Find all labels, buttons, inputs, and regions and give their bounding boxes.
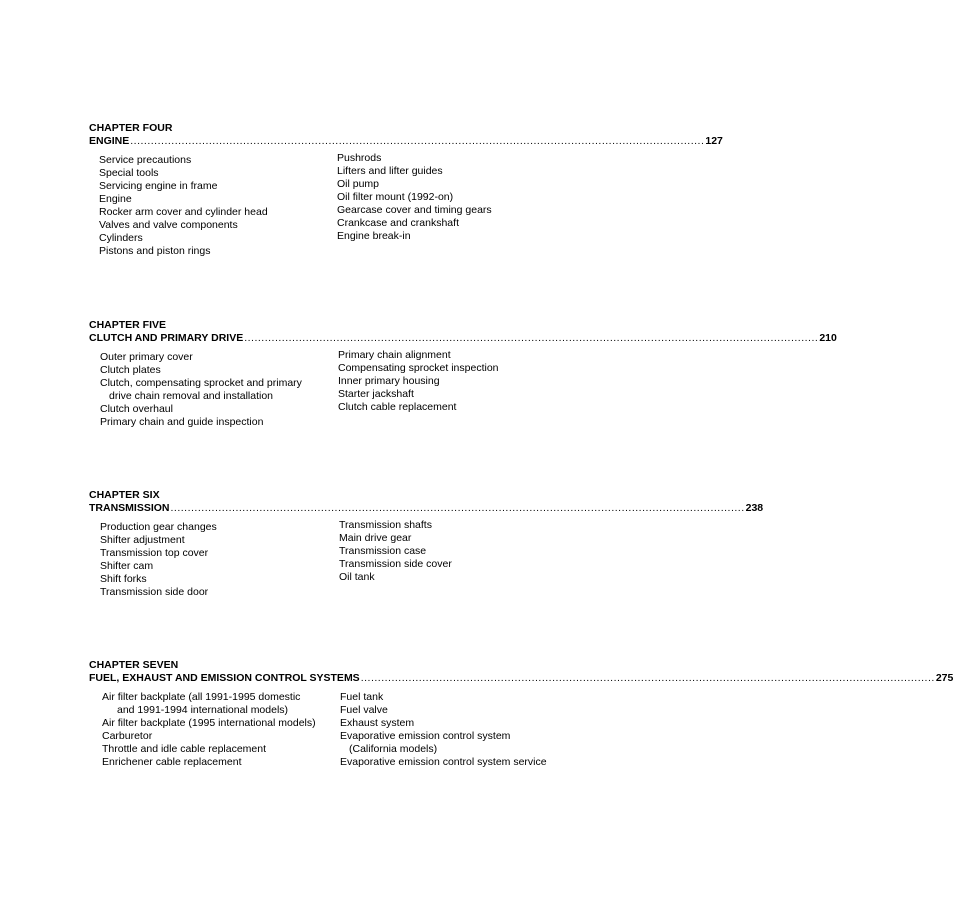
topic-column-left <box>99 154 268 258</box>
topic-item: Gearcase cover and timing gears <box>337 204 492 216</box>
page-number: 238 <box>745 502 764 514</box>
toc-title: CLUTCH AND PRIMARY DRIVE <box>89 332 244 344</box>
topic-item: Primary chain and guide inspection <box>100 416 264 428</box>
page-number: 210 <box>819 332 837 344</box>
topic-column-left <box>100 521 217 599</box>
topic-item-continued: drive chain removal and installation <box>109 390 274 402</box>
topic-item-continued: and 1991-1994 international models) <box>117 704 289 716</box>
topic-item: Shift forks <box>100 573 147 585</box>
topic-item: Outer primary cover <box>100 351 193 363</box>
chapter-label: CHAPTER FOUR <box>89 122 173 134</box>
chapter-seven <box>89 659 953 768</box>
page-number: 275 <box>935 672 953 684</box>
topic-item: Valves and valve components <box>99 219 238 231</box>
chapter-label: CHAPTER SIX <box>89 489 160 501</box>
chapter-six <box>89 489 764 598</box>
toc-entry-fuel[interactable] <box>89 672 953 685</box>
chapter-label: CHAPTER FIVE <box>89 319 167 331</box>
topic-item: Oil filter mount (1992-on) <box>337 191 454 203</box>
topic-item: Engine break-in <box>337 230 411 242</box>
topic-item: Servicing engine in frame <box>99 180 218 192</box>
topic-item: Fuel valve <box>340 704 388 716</box>
topic-item: Oil tank <box>339 571 375 583</box>
topic-column-left <box>102 691 316 769</box>
topic-item: Carburetor <box>102 730 153 742</box>
topic-column-right <box>340 691 547 769</box>
dot-leader: ........................................................................................................................................................................ <box>244 332 819 344</box>
topic-item: Inner primary housing <box>338 375 440 387</box>
topic-item: Main drive gear <box>339 532 412 544</box>
topic-item: Exhaust system <box>340 717 415 729</box>
topic-item: Service precautions <box>99 154 192 166</box>
topic-item: Clutch plates <box>100 364 161 376</box>
topic-item: Clutch overhaul <box>100 403 173 415</box>
topic-item: Throttle and idle cable replacement <box>102 743 267 755</box>
topic-item: Clutch cable replacement <box>338 401 457 413</box>
topic-item: Transmission side cover <box>339 558 452 570</box>
toc-title: FUEL, EXHAUST AND EMISSION CONTROL SYSTEMS <box>89 672 360 684</box>
topic-item: Evaporative emission control system service <box>340 756 547 768</box>
topic-item: Oil pump <box>337 178 380 190</box>
topic-item: Clutch, compensating sprocket and primary <box>100 377 302 389</box>
topic-column-right <box>338 349 499 414</box>
topic-item: Primary chain alignment <box>338 349 451 361</box>
topic-item: Pushrods <box>337 152 382 164</box>
topic-item: Air filter backplate (1995 international models) <box>102 717 316 729</box>
toc-entry-engine[interactable] <box>89 135 723 148</box>
toc-entry-transmission[interactable] <box>89 502 764 515</box>
dot-leader: ........................................................................................................................................................................ <box>130 135 705 147</box>
toc-title: ENGINE <box>89 135 130 147</box>
topic-item: Evaporative emission control system <box>340 730 511 742</box>
topic-item: Starter jackshaft <box>338 388 414 400</box>
topic-item: Cylinders <box>99 232 143 244</box>
topic-item: Enrichener cable replacement <box>102 756 242 768</box>
topic-item: Crankcase and crankshaft <box>337 217 459 229</box>
topic-item: Transmission shafts <box>339 519 432 531</box>
topic-item: Lifters and lifter guides <box>337 165 443 177</box>
chapter-label: CHAPTER SEVEN <box>89 659 179 671</box>
topic-item: Pistons and piston rings <box>99 245 211 257</box>
topic-column-left <box>100 351 302 429</box>
topic-item: Rocker arm cover and cylinder head <box>99 206 268 218</box>
topic-item: Transmission side door <box>100 586 209 598</box>
topic-item: Special tools <box>99 167 159 179</box>
topic-column-right <box>339 519 452 584</box>
dot-leader: ........................................................................................................................................................................ <box>170 502 745 514</box>
toc-title: TRANSMISSION <box>89 502 170 514</box>
chapter-five <box>89 319 837 428</box>
topic-item: Transmission top cover <box>100 547 209 559</box>
dot-leader: ........................................................................................................................................................................ <box>360 672 935 684</box>
topic-item: Air filter backplate (all 1991-1995 domestic <box>102 691 301 703</box>
chapter-four <box>89 122 723 257</box>
topic-column-right <box>337 152 492 243</box>
page-number: 127 <box>705 135 723 147</box>
topic-item: Engine <box>99 193 132 205</box>
topic-item: Fuel tank <box>340 691 384 703</box>
topic-item: Compensating sprocket inspection <box>338 362 499 374</box>
topic-item: Shifter cam <box>100 560 154 572</box>
topic-item: Transmission case <box>339 545 427 557</box>
topic-item-continued: (California models) <box>349 743 438 755</box>
topic-item: Shifter adjustment <box>100 534 185 546</box>
topic-item: Production gear changes <box>100 521 217 533</box>
toc-entry-clutch[interactable] <box>89 332 837 345</box>
